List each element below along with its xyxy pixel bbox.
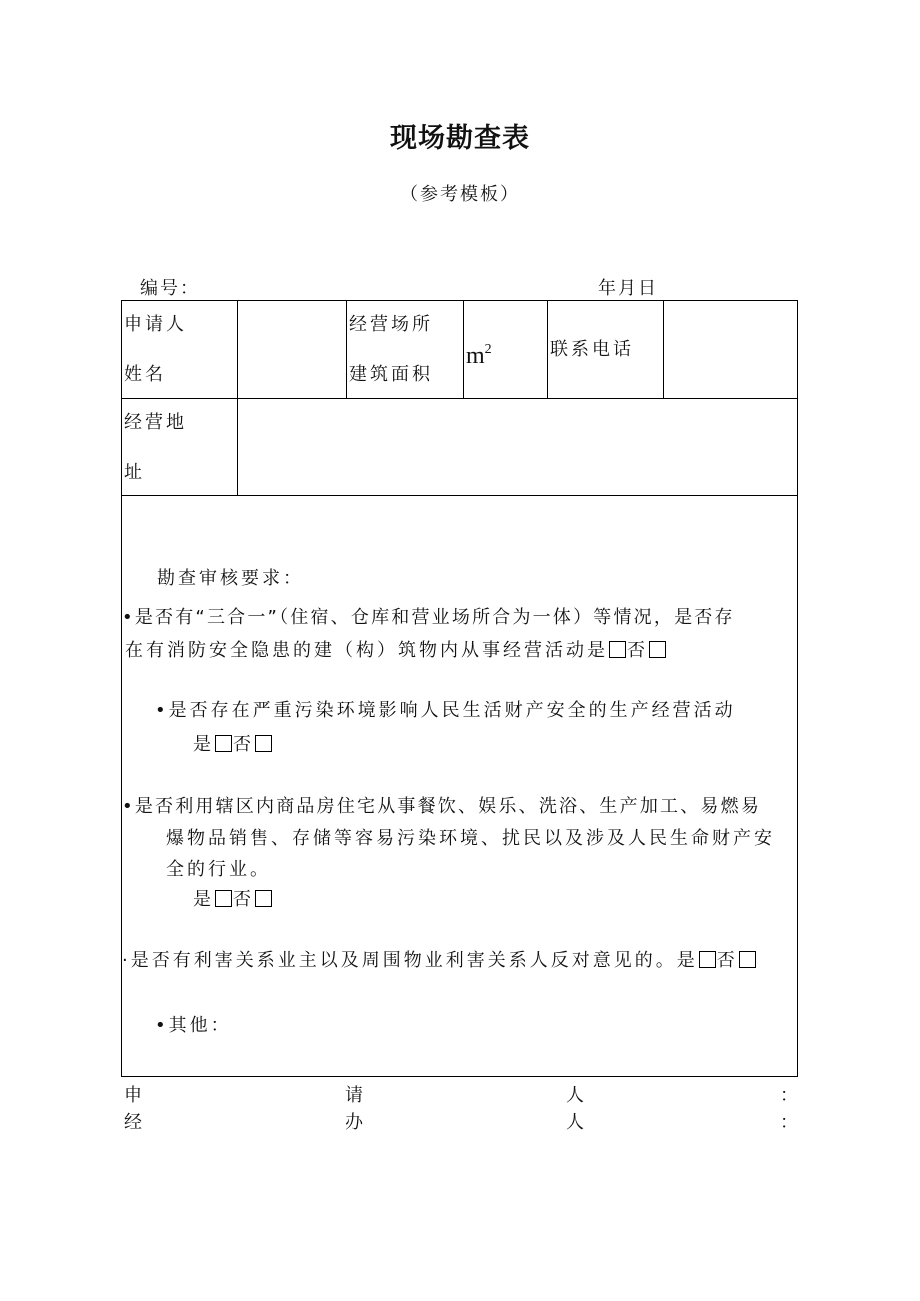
item1-no-checkbox[interactable] — [649, 641, 666, 658]
item4-yes-checkbox[interactable] — [699, 951, 716, 968]
building-area-label-line2: 建筑面积 — [349, 364, 433, 385]
item1-line1: •是否有“三合一”（住宿、仓库和营业场所合为一体）等情况，是否存 — [122, 607, 735, 628]
item1-line2: 在有消防安全隐患的建（构）筑物内从事经营活动是 否 — [125, 636, 667, 662]
handler-sign-char-2: 办 — [345, 1112, 363, 1133]
page-subtitle: （参考模板） — [400, 184, 520, 205]
item3-line1: •是否利用辖区内商品房住宅从事餐饮、娱乐、洗浴、生产加工、易燃易 — [122, 796, 762, 817]
item2-options: 是 否 — [193, 730, 273, 756]
item2-line1: •是否存在严重污染环境影响人民生活财产安全的生产经营活动 — [155, 700, 736, 721]
col-divider — [237, 300, 238, 495]
applicant-name-label-line2: 姓名 — [124, 364, 166, 385]
item3-options: 是 否 — [193, 885, 273, 911]
col-divider — [346, 300, 347, 398]
building-area-field[interactable] — [466, 326, 546, 382]
phone-field[interactable] — [666, 300, 796, 397]
address-label-line1: 经营地 — [124, 412, 187, 433]
handler-sign-char-3: 人 — [566, 1112, 584, 1133]
address-label — [124, 398, 234, 498]
col-divider — [663, 300, 664, 398]
applicant-sign-char-3: 人 — [566, 1085, 584, 1106]
item1-yes-checkbox[interactable] — [609, 641, 626, 658]
col-divider — [463, 300, 464, 398]
col-divider — [547, 300, 548, 398]
applicant-name-label — [124, 300, 234, 400]
phone-label: 联系电话 — [550, 339, 634, 360]
item3-line3: 全的行业。 — [166, 859, 271, 880]
item3-no-checkbox[interactable] — [255, 890, 272, 907]
handler-sign-char-1: 经 — [124, 1112, 142, 1133]
number-label: 编号： — [140, 278, 200, 299]
applicant-sign-colon: ： — [780, 1085, 798, 1106]
item4-no-checkbox[interactable] — [739, 951, 756, 968]
item3-yes-checkbox[interactable] — [215, 890, 232, 907]
date-label: 年月日 — [598, 278, 658, 299]
building-area-label-line1: 经营场所 — [349, 314, 433, 335]
item4-line1: ·是否有利害关系业主以及周围物业利害关系人反对意见的。是 否 — [122, 946, 757, 972]
building-area-label — [349, 300, 461, 400]
handler-sign-colon: ： — [780, 1112, 798, 1133]
requirements-heading: 勘查审核要求： — [157, 568, 304, 589]
applicant-sign-char-2: 请 — [345, 1085, 363, 1106]
address-field[interactable] — [240, 399, 796, 494]
item2-no-checkbox[interactable] — [255, 735, 272, 752]
item3-line2: 爆物品销售、存储等容易污染环境、扰民以及涉及人民生命财产安 — [166, 828, 775, 849]
other-label: •其他： — [155, 1015, 232, 1036]
item2-yes-checkbox[interactable] — [215, 735, 232, 752]
applicant-sign-char-1: 申 — [124, 1085, 142, 1106]
area-unit: $m^2$ — [466, 342, 492, 369]
page-title: 现场勘查表 — [390, 123, 530, 154]
applicant-name-label-line1: 申请人 — [124, 314, 187, 335]
applicant-name-field[interactable] — [240, 300, 344, 397]
address-label-line2: 址 — [124, 462, 145, 483]
